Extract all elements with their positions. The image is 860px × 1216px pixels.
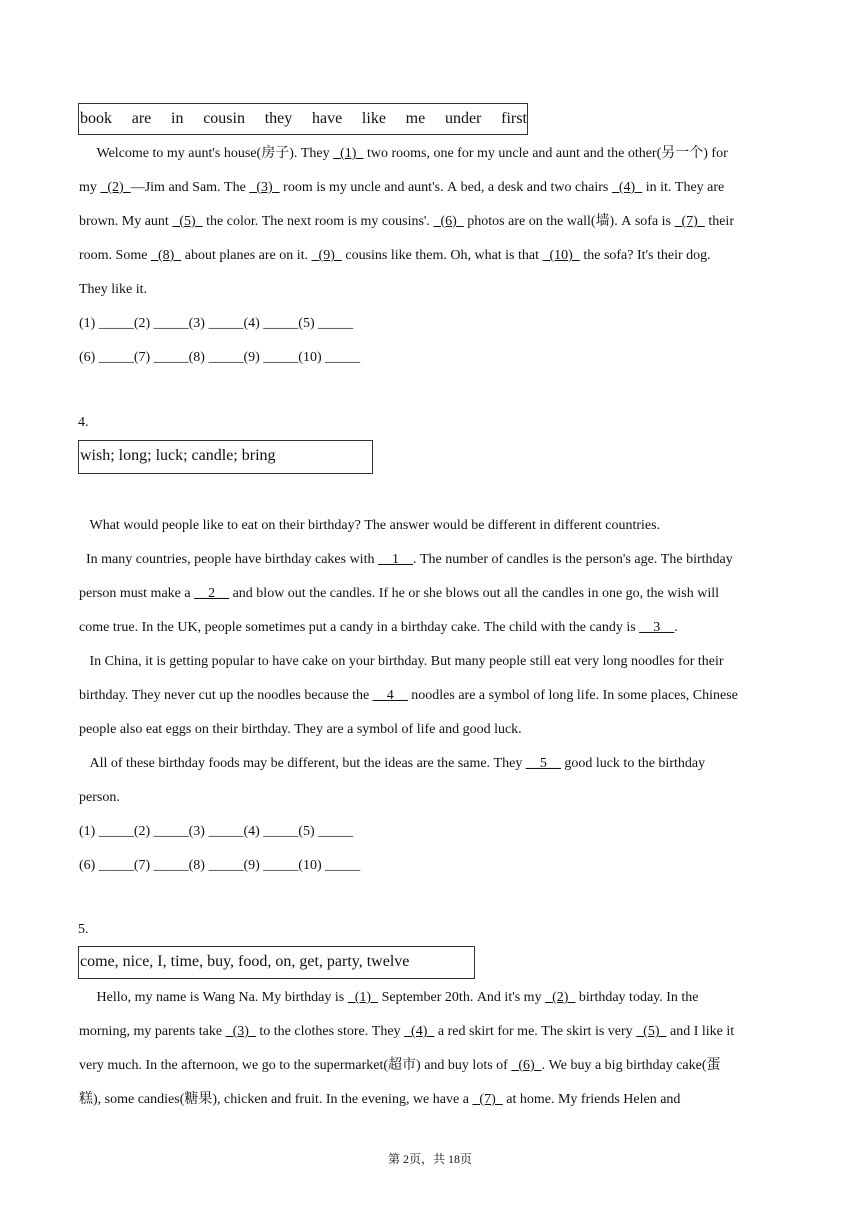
passage-line (79, 144, 728, 164)
passage-text: room is my uncle and aunt's. A bed, a desk and two chairs (279, 180, 612, 195)
passage-text: to the clothes store. They (255, 1024, 405, 1039)
passage-line (79, 652, 724, 672)
page-footer: 第 2页，共 18页 (387, 1152, 472, 1166)
passage-text: the color. The next room is my cousins'. (202, 214, 434, 229)
passage-text: about planes are on it. (181, 248, 312, 263)
passage-text: birthday. They never cut up the noodles because the (79, 688, 373, 703)
blank-slot[interactable]: __1__ (377, 552, 413, 567)
word-bank-item: under (444, 110, 482, 127)
passage-text: the sofa? It's their dog. (579, 248, 711, 263)
passage-line (79, 1056, 721, 1076)
blank-slot[interactable]: __5__ (525, 756, 561, 771)
passage-line (79, 246, 711, 266)
passage-text: a red skirt for me. The skirt is very (434, 1024, 637, 1039)
passage-text: at home. My friends Helen and (502, 1092, 681, 1107)
passage-line (79, 280, 147, 300)
passage-text: two rooms, one for my uncle and aunt and the other(另一个) for (363, 146, 728, 161)
passage-line (79, 550, 733, 570)
blank-slot[interactable]: (9) (311, 248, 342, 263)
passage-text: —Jim and Sam. The (130, 180, 250, 195)
blank-slot[interactable]: (2) (100, 180, 131, 195)
passage-line (79, 1022, 734, 1042)
passage-line (79, 516, 660, 536)
answer-line[interactable]: (1) _____(2) _____(3) _____(4) _____(5) _____ (79, 316, 354, 331)
blank-slot[interactable]: (6) (433, 214, 464, 229)
blank-slot[interactable]: (4) (611, 180, 643, 195)
blank-slot[interactable]: (5) (636, 1024, 667, 1039)
passage-text: very much. In the afternoon, we go to the supermarket(超市) and buy lots of (79, 1058, 512, 1073)
word-bank-item: in (171, 110, 184, 127)
passage-line (79, 988, 699, 1008)
passage-line (79, 178, 724, 198)
passage-text: birthday today. In the (575, 990, 699, 1005)
passage-text: my (79, 180, 101, 195)
blank-slot[interactable]: (6) (511, 1058, 542, 1073)
passage-text: person. (79, 790, 120, 805)
blank-slot[interactable]: (1) (347, 990, 379, 1005)
blank-slot[interactable]: (7) (674, 214, 705, 229)
word-bank-item: cousin (203, 110, 245, 127)
passage-text: come true. In the UK, people sometimes put a candy in a birthday cake. The child with the candy is (79, 620, 640, 635)
question-number-4: 4. (78, 415, 89, 430)
passage-line (79, 1090, 680, 1110)
blank-slot[interactable]: (3) (249, 180, 280, 195)
passage-text: brown. My aunt (79, 214, 173, 229)
passage-line (79, 720, 522, 740)
word-bank-item: book (80, 110, 112, 127)
passage-text: All of these birthday foods may be different, but the ideas are the same. They (79, 756, 526, 771)
blank-slot[interactable]: (1) (333, 146, 364, 161)
blank-slot[interactable]: (10) (542, 248, 580, 263)
passage-text: room. Some (79, 248, 151, 263)
passage-text: and I like it (666, 1024, 735, 1039)
passage-line (79, 754, 705, 774)
passage-text: What would people like to eat on their birthday? The answer would be different in different countries. (79, 518, 661, 533)
passage-text: morning, my parents take (79, 1024, 226, 1039)
blank-slot[interactable]: (5) (172, 214, 203, 229)
passage-text: In many countries, people have birthday cakes with (79, 552, 378, 567)
passage-text: . We buy a big birthday cake(蛋 (541, 1058, 721, 1073)
passage-text: people also eat eggs on their birthday. They are a symbol of life and good luck. (79, 722, 522, 737)
answer-line[interactable]: (6) _____(7) _____(8) _____(9) _____(10) _____ (79, 350, 361, 365)
word-bank-box: wish; long; luck; candle; bring (78, 440, 373, 474)
blank-slot[interactable]: (7) (472, 1092, 503, 1107)
passage-text: . The number of candles is the person's age. The birthday (412, 552, 733, 567)
passage-text: and blow out the candles. If he or she blows out all the candles in one go, the wish will (229, 586, 719, 601)
blank-slot[interactable]: (8) (150, 248, 182, 263)
blank-slot[interactable]: (4) (404, 1024, 435, 1039)
blank-slot[interactable]: (3) (225, 1024, 256, 1039)
word-bank-item: me (405, 110, 426, 127)
passage-text: their (704, 214, 734, 229)
word-bank-item: have (311, 110, 343, 127)
passage-line (79, 584, 719, 604)
passage-text: They like it. (79, 282, 148, 297)
passage-line (79, 212, 734, 232)
answer-line[interactable]: (6) _____(7) _____(8) _____(9) _____(10) _____ (79, 858, 361, 873)
passage-text: Hello, my name is Wang Na. My birthday is (79, 990, 348, 1005)
blank-slot[interactable]: (2) (545, 990, 576, 1005)
word-bank-box (78, 103, 528, 135)
passage-text: . (674, 620, 678, 635)
passage-text: photos are on the wall(墙). A sofa is (463, 214, 675, 229)
passage-text: Welcome to my aunt's house(房子). They (79, 146, 334, 161)
word-bank-item: are (131, 110, 152, 127)
passage-text: cousins like them. Oh, what is that (341, 248, 543, 263)
passage-text: In China, it is getting popular to have cake on your birthday. But many people still eat very long noodles for their (79, 654, 724, 669)
word-bank-item: first (501, 110, 527, 127)
blank-slot[interactable]: __3__ (639, 620, 675, 635)
passage-line (79, 686, 738, 706)
passage-text: in it. They are (642, 180, 725, 195)
word-bank-item: they (264, 110, 293, 127)
passage-text: person must make a (79, 586, 195, 601)
passage-text: 糕), some candies(糖果), chicken and fruit. In the evening, we have a (79, 1092, 473, 1107)
passage-line (79, 788, 120, 808)
blank-slot[interactable]: __2__ (194, 586, 230, 601)
blank-slot[interactable]: __4__ (372, 688, 408, 703)
passage-text: September 20th. And it's my (378, 990, 546, 1005)
answer-line[interactable]: (1) _____(2) _____(3) _____(4) _____(5) _____ (79, 824, 354, 839)
word-bank-box: come, nice, I, time, buy, food, on, get, party, twelve (78, 946, 475, 979)
passage-line (79, 618, 678, 638)
passage-text: good luck to the birthday (560, 756, 706, 771)
passage-text: noodles are a symbol of long life. In some places, Chinese (407, 688, 738, 703)
question-number-5: 5. (78, 922, 89, 937)
word-bank-item: like (361, 110, 386, 127)
